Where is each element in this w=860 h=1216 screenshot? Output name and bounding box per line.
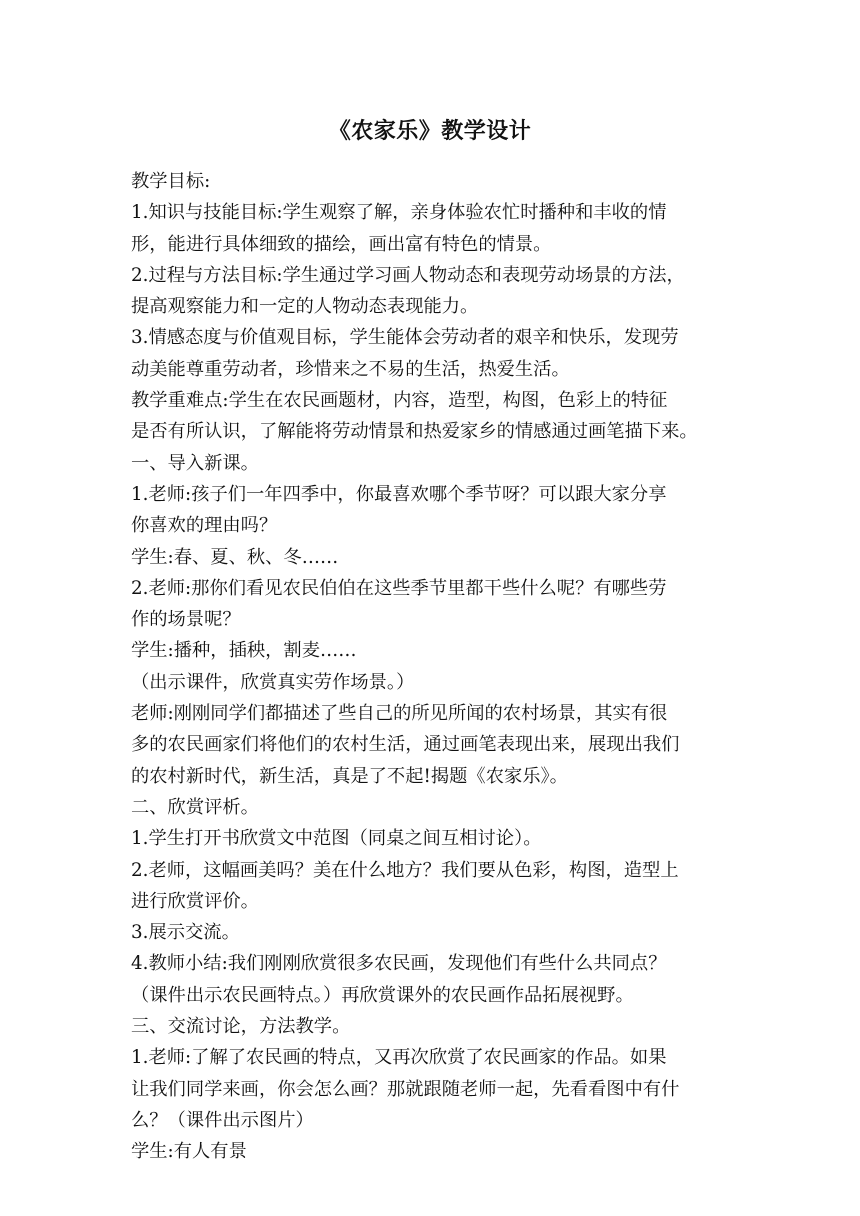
- text-line: 教学重难点:学生在农民画题材，内容，造型，构图，色彩上的特征: [131, 390, 668, 412]
- text-line: 3.情感态度与价值观目标，学生能体会劳动者的艰辛和快乐，发现劳: [131, 327, 679, 349]
- section-heading: 三、交流讨论，方法教学。: [131, 1016, 351, 1038]
- section-heading: 二、欣赏评析。: [131, 796, 259, 818]
- text-line: 作的场景呢？: [131, 609, 241, 631]
- text-line: 2.老师，这幅画美吗？美在什么地方？我们要从色彩，构图，造型上: [131, 859, 679, 881]
- text-line: 动美能尊重劳动者，珍惜来之不易的生活，热爱生活。: [131, 358, 570, 380]
- text-line: 形，能进行具体细致的描绘，画出富有特色的情景。: [131, 233, 552, 255]
- text-line: 2.老师:那你们看见农民伯伯在这些季节里都干些什么呢？有哪些劳: [131, 577, 667, 599]
- text-line: 学生:春、夏、秋、冬……: [131, 546, 339, 568]
- text-line: 多的农民画家们将他们的农村生活，通过画笔表现出来，展现出我们: [131, 734, 680, 756]
- text-line: （课件出示农民画特点。）再欣赏课外的农民画作品拓展视野。: [131, 984, 634, 1006]
- text-line: 学生:有人有景: [131, 1141, 247, 1163]
- text-line: 1.老师:孩子们一年四季中，你最喜欢哪个季节呀？可以跟大家分享: [131, 483, 667, 505]
- text-line: 的农村新时代，新生活，真是了不起!揭题《农家乐》。: [131, 765, 568, 787]
- text-line: 教学目标:: [131, 171, 211, 192]
- text-line: 2.过程与方法目标:学生通过学习画人物动态和表现劳动场景的方法，: [131, 264, 685, 286]
- text-line: 1.学生打开书欣赏文中范图（同桌之间互相讨论）。: [131, 828, 542, 850]
- text-line: 3.展示交流。: [131, 922, 240, 944]
- text-line: 让我们同学来画，你会怎么画？那就跟随老师一起，先看看图中有什: [131, 1078, 680, 1100]
- text-line: 是否有所认识，了解能将劳动情景和热爱家乡的情感通过画笔描下来。: [131, 421, 698, 443]
- document-body: [131, 166, 743, 1168]
- section-heading: 一、导入新课。: [131, 452, 259, 474]
- text-line: 4.教师小结:我们刚刚欣赏很多农民画，发现他们有些什么共同点？: [131, 953, 667, 975]
- text-line: （出示课件，欣赏真实劳作场景。）: [131, 671, 415, 693]
- text-line: 么？（课件出示图片）: [131, 1109, 314, 1131]
- document-title: 《农家乐》教学设计: [328, 118, 532, 144]
- text-line: 进行欣赏评价。: [131, 890, 259, 912]
- text-line: 你喜欢的理由吗？: [131, 515, 278, 537]
- text-line: 1.老师:了解了农民画的特点，又再次欣赏了农民画家的作品。如果: [131, 1047, 667, 1069]
- text-line: 提高观察能力和一定的人物动态表现能力。: [131, 296, 479, 318]
- text-line: 1.知识与技能目标:学生观察了解，亲身体验农忙时播种和丰收的情: [131, 202, 667, 224]
- text-line: 学生:播种，插秧，割麦……: [131, 640, 357, 662]
- text-line: 老师:刚刚同学们都描述了些自己的所见所闻的农村场景，其实有很: [131, 703, 668, 725]
